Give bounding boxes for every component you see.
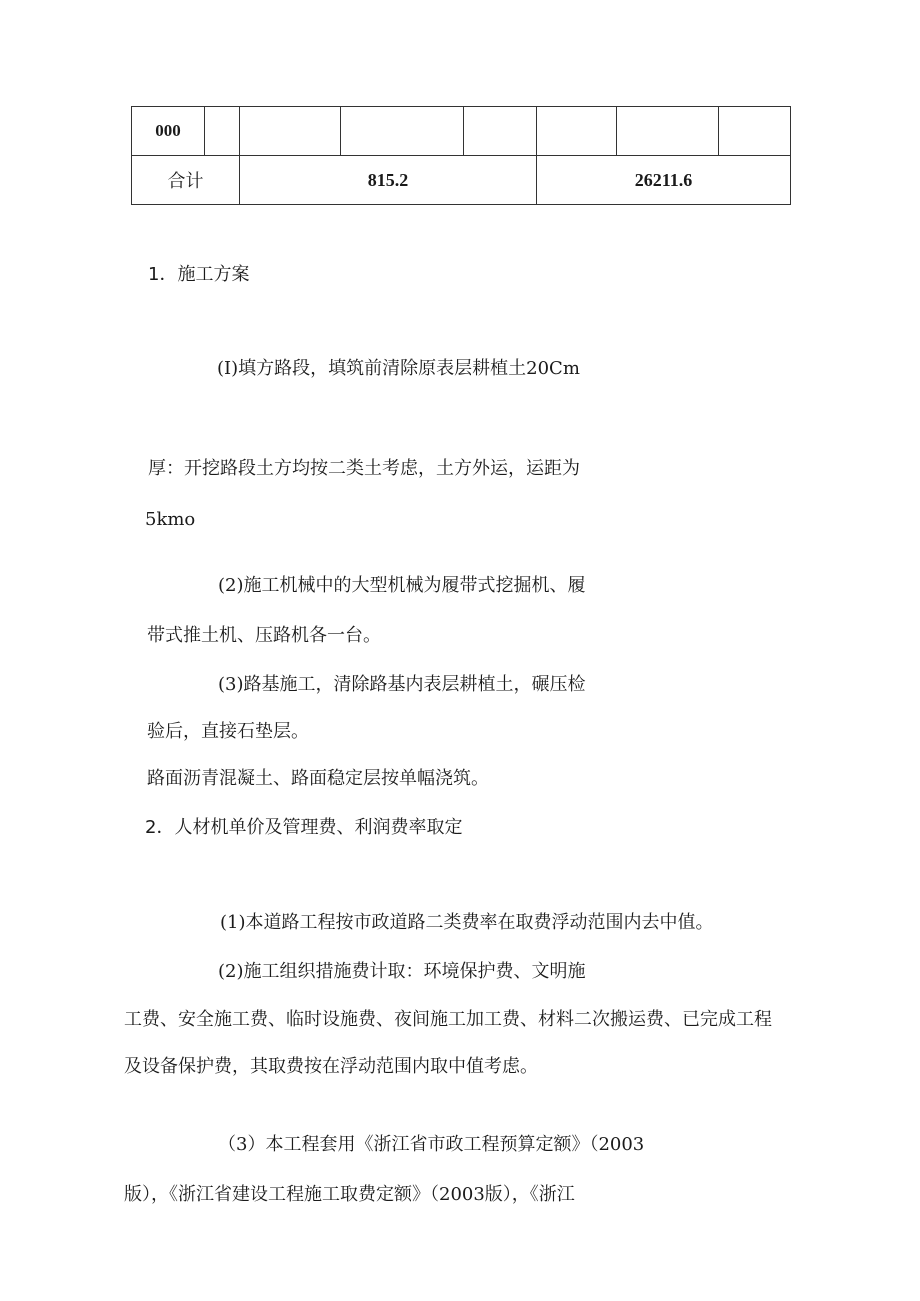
table-cell: [617, 107, 719, 156]
paragraph-line: (1)本道路工程按市政道路二类费率在取费浮动范围内去中值。: [220, 912, 714, 933]
table-cell: [719, 107, 791, 156]
item-code-cell: 000: [132, 107, 205, 156]
table-cell: [341, 107, 464, 156]
paragraph-line: 验后，直接石垫层。: [147, 721, 309, 742]
table-cell: [537, 107, 617, 156]
table-cell: [240, 107, 341, 156]
paragraph-line: （3）本工程套用《浙江省市政工程预算定额》（2003: [218, 1134, 645, 1155]
table-total-row: [132, 156, 791, 205]
paragraph-line: 5kmo: [145, 509, 196, 530]
cost-summary-table: [131, 106, 791, 205]
paragraph-line: 及设备保护费，其取费按在浮动范围内取中值考虑。: [124, 1056, 538, 1077]
paragraph-line: (I)填方路段，填筑前清除原表层耕植土20Cm: [217, 358, 580, 379]
paragraph-line: (2)施工机械中的大型机械为履带式挖掘机、履: [218, 575, 586, 596]
paragraph-line: (3)路基施工，清除路基内表层耕植土，碾压检: [218, 674, 586, 695]
section-1-heading: 1．施工方案: [148, 264, 250, 285]
table-cell: [205, 107, 240, 156]
paragraph-line: 工费、安全施工费、临时设施费、夜间施工加工费、材料二次搬运费、已完成工程: [124, 1009, 772, 1030]
paragraph-line: 路面沥青混凝土、路面稳定层按单幅浇筑。: [147, 768, 489, 789]
table-cell: [464, 107, 537, 156]
total-quantity-cell: 815.2: [240, 156, 537, 205]
total-amount-cell: 26211.6: [537, 156, 791, 205]
table-row: [132, 107, 791, 156]
total-label-cell: 合计: [132, 156, 240, 205]
paragraph-line: 版），《浙江省建设工程施工取费定额》（2003版），《浙江: [124, 1184, 575, 1205]
paragraph-line: (2)施工组织措施费计取：环境保护费、文明施: [218, 961, 586, 982]
paragraph-line: 带式推土机、压路机各一台。: [147, 625, 381, 646]
paragraph-line: 厚：开挖路段土方均按二类土考虑，土方外运，运距为: [148, 458, 580, 479]
section-2-heading: 2．人材机单价及管理费、利润费率取定: [145, 817, 463, 838]
